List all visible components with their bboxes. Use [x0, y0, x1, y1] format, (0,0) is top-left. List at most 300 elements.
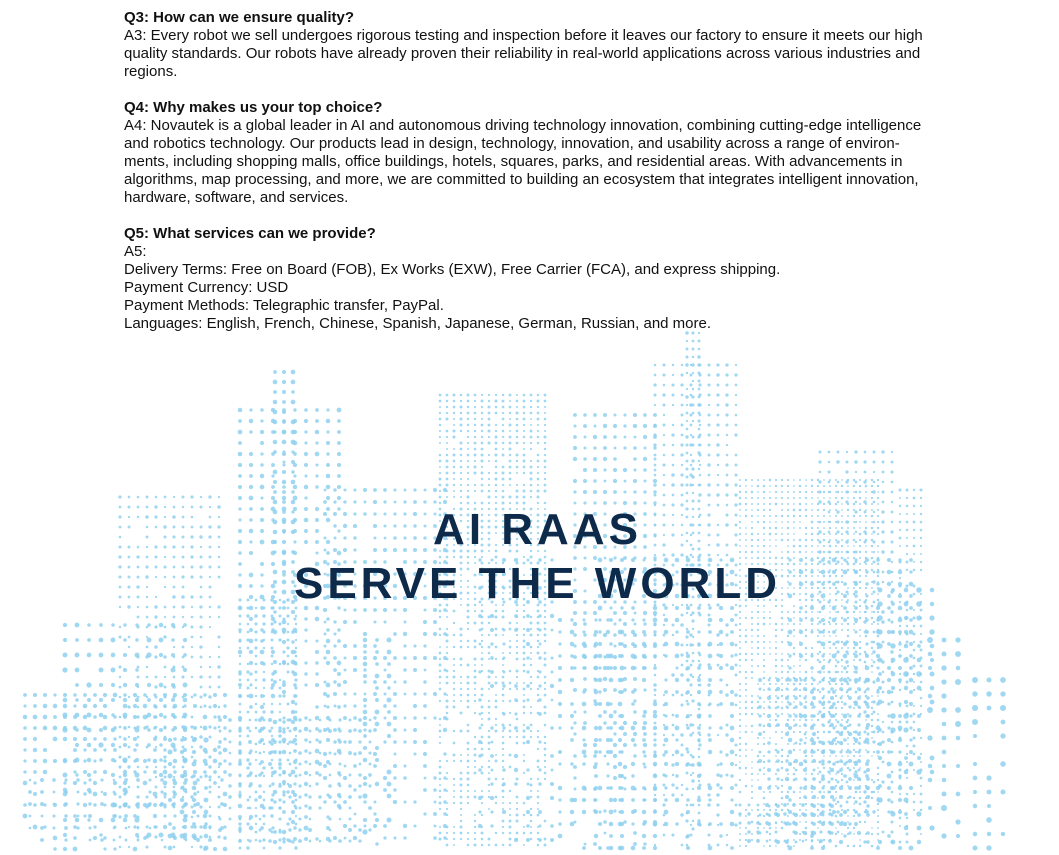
skyline-dot — [739, 833, 741, 835]
skyline-dot — [516, 736, 518, 738]
skyline-dot — [763, 713, 765, 715]
skyline-dot — [726, 454, 729, 457]
skyline-dot — [537, 790, 539, 792]
skyline-dot — [891, 481, 894, 484]
skyline-dot — [273, 770, 277, 774]
skyline-dot — [190, 625, 193, 628]
skyline-dot — [745, 689, 747, 691]
skyline-dot — [523, 490, 526, 493]
skyline-dot — [191, 806, 194, 809]
skyline-dot — [460, 808, 462, 810]
skyline-dot — [725, 733, 728, 736]
skyline-dot — [83, 737, 87, 741]
skyline-dot — [387, 782, 392, 787]
skyline-dot — [558, 678, 562, 682]
skyline-dot — [837, 491, 840, 494]
skyline-dot — [787, 671, 789, 673]
skyline-dot — [793, 491, 795, 493]
skyline-dot — [573, 424, 576, 427]
skyline-dot — [654, 474, 657, 477]
skyline-dot — [757, 497, 759, 499]
skyline-dot — [681, 394, 684, 397]
skyline-dot — [539, 643, 542, 646]
skyline-dot — [326, 496, 330, 500]
skyline-dot — [730, 726, 735, 731]
skyline-dot — [739, 749, 742, 752]
skyline-dot — [769, 839, 771, 841]
skyline-dot — [698, 743, 701, 746]
skyline-dot — [686, 452, 689, 455]
skyline-dot — [633, 710, 636, 713]
skyline-dot — [273, 420, 277, 424]
skyline-dot — [403, 824, 407, 828]
skyline-dot — [692, 628, 694, 630]
skyline-dot — [453, 658, 455, 660]
skyline-dot — [291, 430, 296, 435]
skyline-dot — [433, 488, 437, 492]
skyline-dot — [642, 846, 646, 850]
skyline-dot — [495, 676, 497, 678]
skyline-dot — [467, 472, 469, 474]
skyline-dot — [708, 444, 711, 447]
skyline-dot — [663, 834, 666, 837]
skyline-dot — [128, 736, 130, 738]
skyline-dot — [631, 642, 635, 646]
skyline-dot — [769, 497, 771, 499]
skyline-dot — [481, 406, 483, 408]
skyline-dot — [708, 798, 711, 801]
skyline-dot — [751, 767, 753, 769]
skyline-dot — [33, 704, 37, 708]
skyline-dot — [537, 802, 539, 804]
skyline-dot — [523, 688, 526, 691]
skyline-dot — [502, 418, 505, 421]
skyline-dot — [93, 759, 96, 762]
skyline-dot — [467, 406, 469, 408]
skyline-dot — [502, 616, 505, 619]
skyline-dot — [613, 468, 617, 472]
skyline-dot — [502, 844, 504, 846]
skyline-dot — [460, 400, 462, 402]
skyline-dot — [775, 665, 777, 667]
skyline-dot — [474, 682, 477, 685]
skyline-dot — [708, 678, 712, 682]
skyline-dot — [337, 705, 341, 709]
skyline-dot — [841, 491, 843, 493]
skyline-dot — [859, 755, 861, 757]
skyline-dot — [691, 363, 694, 366]
skyline-dot — [446, 466, 449, 469]
skyline-dot — [735, 404, 737, 406]
skyline-dot — [775, 773, 777, 775]
skyline-dot — [203, 814, 208, 819]
skyline-dot — [530, 820, 533, 823]
skyline-dot — [544, 760, 546, 762]
skyline-dot — [582, 726, 587, 731]
skyline-dot — [745, 809, 747, 811]
skyline-dot — [403, 740, 406, 743]
skyline-dot — [467, 442, 469, 444]
skyline-dot — [593, 743, 597, 747]
skyline-dot — [304, 672, 307, 675]
skyline-dot — [604, 480, 607, 483]
skyline-dot — [474, 796, 477, 799]
skyline-dot — [474, 412, 477, 415]
skyline-dot — [191, 846, 193, 848]
skyline-dot — [654, 404, 656, 406]
skyline-dot — [829, 497, 831, 499]
skyline-dot — [763, 647, 765, 649]
skyline-dot — [203, 770, 207, 774]
skyline-dot — [537, 652, 540, 655]
skyline-dot — [598, 738, 601, 741]
skyline-dot — [708, 642, 713, 647]
skyline-dot — [439, 472, 441, 474]
skyline-dot — [692, 412, 695, 415]
skyline-dot — [282, 650, 285, 653]
skyline-dot — [707, 383, 710, 386]
skyline-dot — [835, 797, 837, 799]
skyline-dot — [689, 683, 692, 686]
skyline-dot — [685, 435, 688, 438]
skyline-dot — [523, 826, 525, 828]
skyline-dot — [787, 485, 789, 487]
skyline-dot — [324, 705, 327, 708]
faq-question: Q3: How can we ensure quality? — [124, 9, 355, 26]
skyline-dot — [583, 622, 587, 626]
skyline-dot — [769, 611, 771, 613]
skyline-dot — [62, 727, 67, 732]
skyline-dot — [467, 754, 469, 756]
skyline-dot — [537, 634, 539, 636]
skyline-dot — [99, 728, 103, 732]
skyline-dot — [686, 404, 688, 406]
skyline-dot — [686, 700, 689, 703]
skyline-dot — [326, 474, 331, 479]
skyline-dot — [763, 671, 765, 673]
skyline-dot — [642, 726, 646, 730]
skyline-dot — [164, 666, 167, 669]
skyline-dot — [474, 754, 477, 757]
skyline-dot — [373, 728, 377, 732]
skyline-dot — [460, 802, 463, 805]
skyline-dot — [62, 712, 67, 717]
skyline-dot — [675, 726, 680, 731]
skyline-dot — [495, 496, 497, 498]
skyline-dot — [474, 394, 477, 397]
skyline-dot — [488, 736, 491, 739]
skyline-dot — [609, 810, 614, 815]
skyline-dot — [103, 836, 107, 840]
skyline-dot — [818, 480, 821, 483]
skyline-dot — [811, 647, 813, 649]
skyline-dot — [87, 758, 91, 762]
skyline-dot — [123, 713, 128, 718]
skyline-dot — [87, 623, 91, 627]
skyline-dot — [474, 448, 477, 451]
skyline-dot — [793, 479, 795, 481]
skyline-dot — [123, 818, 128, 823]
skyline-dot — [163, 655, 166, 658]
skyline-dot — [787, 815, 789, 817]
skyline-dot — [439, 796, 441, 798]
skyline-dot — [509, 430, 511, 432]
skyline-dot — [439, 760, 441, 762]
skyline-dot — [781, 755, 783, 757]
skyline-dot — [488, 478, 490, 480]
skyline-dot — [453, 484, 455, 486]
skyline-dot — [775, 743, 777, 745]
skyline-dot — [526, 670, 529, 673]
skyline-dot — [502, 748, 504, 750]
skyline-dot — [199, 745, 202, 748]
skyline-dot — [383, 776, 387, 780]
skyline-dot — [690, 454, 692, 456]
skyline-dot — [697, 419, 700, 422]
skyline-dot — [623, 413, 626, 416]
skyline-dot — [467, 412, 470, 415]
skyline-dot — [446, 802, 448, 804]
skyline-dot — [757, 737, 759, 739]
skyline-dot — [523, 670, 526, 673]
skyline-dot — [523, 412, 525, 414]
skyline-dot — [697, 435, 700, 438]
skyline-dot — [871, 755, 873, 757]
skyline-dot — [460, 646, 463, 649]
skyline-dot — [675, 678, 679, 682]
skyline-dot — [315, 782, 318, 785]
skyline-dot — [835, 695, 837, 697]
skyline-dot — [373, 812, 376, 815]
skyline-dot — [751, 821, 754, 824]
skyline-dot — [708, 630, 712, 634]
skyline-dot — [817, 689, 819, 691]
skyline-dot — [609, 822, 614, 827]
skyline-dot — [583, 754, 587, 758]
skyline-dot — [708, 618, 713, 623]
skyline-dot — [614, 414, 617, 417]
skyline-dot — [516, 640, 518, 642]
skyline-dot — [871, 845, 874, 848]
skyline-dot — [735, 754, 737, 756]
skyline-dot — [439, 676, 442, 679]
skyline-dot — [502, 754, 504, 756]
skyline-dot — [604, 832, 607, 835]
skyline-dot — [653, 413, 657, 417]
skyline-dot — [730, 666, 735, 671]
skyline-dot — [573, 490, 576, 493]
skyline-dot — [516, 682, 518, 684]
skyline-dot — [481, 424, 484, 427]
skyline-dot — [799, 731, 801, 733]
skyline-dot — [119, 786, 122, 789]
skyline-dot — [516, 658, 519, 661]
skyline-dot — [594, 786, 598, 790]
skyline-dot — [502, 742, 505, 745]
skyline-dot — [238, 804, 243, 809]
skyline-dot — [481, 652, 483, 654]
skyline-dot — [634, 436, 637, 439]
skyline-dot — [763, 497, 765, 499]
skyline-dot — [387, 794, 392, 799]
skyline-dot — [474, 814, 476, 816]
skyline-dot — [145, 845, 148, 848]
skyline-dot — [439, 442, 441, 444]
faq-section — [124, 9, 923, 351]
skyline-dot — [453, 706, 456, 709]
skyline-dot — [123, 668, 127, 672]
skyline-dot — [675, 774, 678, 777]
skyline-dot — [344, 837, 347, 840]
skyline-dot — [582, 738, 585, 741]
skyline-dot — [865, 491, 867, 493]
skyline-dot — [413, 728, 417, 732]
skyline-dot — [570, 810, 575, 815]
skyline-dot — [73, 704, 76, 707]
skyline-dot — [103, 726, 107, 730]
skyline-dot — [538, 712, 542, 716]
skyline-dot — [118, 755, 121, 758]
skyline-dot — [613, 611, 617, 615]
skyline-dot — [775, 635, 777, 637]
skyline-dot — [787, 497, 789, 499]
skyline-dot — [538, 698, 541, 701]
skyline-dot — [137, 686, 139, 688]
skyline-dot — [550, 726, 554, 730]
skyline-dot — [111, 818, 116, 823]
skyline-dot — [598, 642, 602, 646]
skyline-dot — [304, 408, 308, 412]
skyline-dot — [119, 776, 122, 779]
skyline-dot — [787, 659, 789, 661]
skyline-dot — [260, 485, 265, 490]
skyline-dot — [686, 500, 689, 503]
skyline-dot — [653, 753, 656, 756]
skyline-dot — [383, 740, 386, 743]
skyline-dot — [663, 694, 665, 696]
skyline-dot — [745, 683, 747, 685]
skyline-dot — [374, 621, 377, 624]
skyline-dot — [213, 726, 216, 729]
skyline-dot — [781, 659, 784, 662]
skyline-dot — [509, 622, 512, 625]
skyline-dot — [467, 460, 469, 462]
skyline-dot — [208, 775, 211, 778]
skyline-dot — [603, 424, 607, 428]
skyline-dot — [343, 776, 347, 780]
skyline-dot — [757, 755, 760, 758]
skyline-dot — [83, 704, 88, 709]
skyline-dot — [697, 731, 700, 734]
skyline-dot — [603, 490, 607, 494]
skyline-dot — [33, 803, 37, 807]
skyline-dot — [453, 394, 456, 397]
skyline-dot — [438, 801, 441, 804]
skyline-dot — [273, 660, 277, 664]
skyline-dot — [680, 623, 684, 627]
skyline-dot — [707, 493, 710, 496]
skyline-dot — [238, 650, 242, 654]
skyline-dot — [363, 818, 367, 822]
skyline-dot — [516, 430, 519, 433]
skyline-dot — [467, 760, 470, 763]
skyline-dot — [509, 460, 512, 463]
skyline-dot — [717, 734, 719, 736]
skyline-dot — [282, 690, 286, 694]
skyline-dot — [373, 680, 377, 684]
skyline-dot — [446, 844, 449, 847]
skyline-dot — [404, 729, 407, 732]
skyline-dot — [324, 489, 327, 492]
skyline-dot — [364, 825, 367, 828]
skyline-dot — [87, 698, 91, 702]
skyline-dot — [787, 623, 789, 625]
skyline-dot — [111, 668, 116, 673]
skyline-dot — [479, 727, 482, 730]
skyline-dot — [606, 750, 610, 754]
skyline-dot — [707, 393, 710, 396]
skyline-dot — [811, 683, 813, 685]
skyline-dot — [582, 690, 585, 693]
skyline-dot — [495, 484, 498, 487]
skyline-dot — [453, 676, 456, 679]
skyline-dot — [439, 496, 442, 499]
skyline-dot — [446, 832, 448, 834]
skyline-dot — [763, 737, 765, 739]
skyline-dot — [516, 832, 519, 835]
skyline-dot — [606, 726, 609, 729]
skyline-dot — [218, 686, 221, 689]
skyline-dot — [769, 827, 772, 830]
skyline-dot — [488, 772, 490, 774]
skyline-dot — [781, 779, 784, 782]
skyline-dot — [171, 668, 176, 673]
skyline-dot — [775, 845, 777, 847]
skyline-dot — [739, 761, 741, 763]
skyline-dot — [439, 418, 442, 421]
skyline-dot — [291, 370, 296, 375]
skyline-dot — [730, 714, 734, 718]
skyline-dot — [273, 430, 276, 433]
skyline-dot — [818, 460, 821, 463]
skyline-dot — [594, 798, 597, 801]
skyline-dot — [537, 466, 539, 468]
skyline-dot — [467, 688, 469, 690]
skyline-dot — [439, 460, 442, 463]
skyline-dot — [543, 705, 546, 708]
skyline-dot — [594, 690, 599, 695]
skyline-dot — [291, 630, 295, 634]
skyline-dot — [558, 702, 562, 706]
skyline-dot — [324, 621, 327, 624]
skyline-dot — [643, 413, 647, 417]
skyline-dot — [793, 701, 795, 703]
skyline-dot — [739, 737, 741, 739]
skyline-dot — [859, 491, 861, 493]
skyline-dot — [538, 670, 541, 673]
skyline-dot — [337, 463, 341, 467]
skyline-dot — [502, 726, 505, 729]
skyline-dot — [663, 474, 665, 476]
skyline-dot — [502, 412, 504, 414]
skyline-dot — [446, 640, 449, 643]
skyline-dot — [663, 484, 666, 487]
skyline-dot — [551, 671, 554, 674]
skyline-dot — [751, 731, 753, 733]
skyline-dot — [490, 614, 494, 618]
skyline-dot — [685, 443, 688, 446]
skyline-dot — [293, 782, 296, 785]
